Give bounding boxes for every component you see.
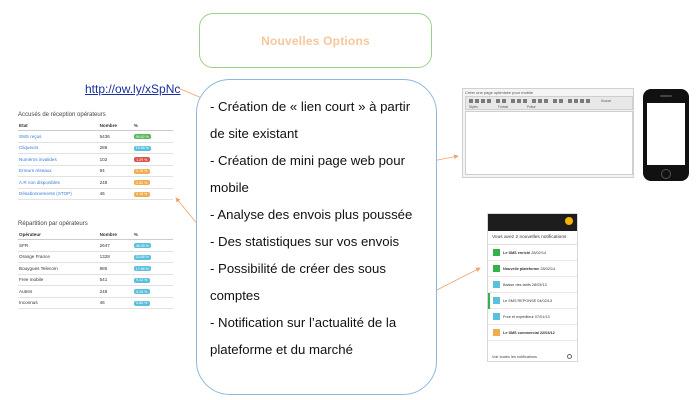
notification-item[interactable] (488, 325, 577, 341)
active-indicator (488, 293, 490, 309)
row-label[interactable]: Cliqueurs (18, 142, 99, 154)
link-icon[interactable] (532, 99, 536, 103)
row-count: 541 (99, 274, 133, 286)
gear-icon[interactable] (567, 354, 572, 359)
align-right-icon[interactable] (523, 99, 527, 103)
notification-item[interactable] (488, 277, 577, 293)
table-header-row (18, 121, 173, 131)
row-count: 985 (99, 263, 133, 275)
row-count: 1328 (99, 251, 133, 263)
table-row[interactable] (18, 131, 173, 143)
align-left-icon[interactable] (511, 99, 515, 103)
fullscreen-icon[interactable] (586, 99, 590, 103)
percent-badge: 0.16 % (134, 192, 150, 197)
feature-line: mobile (210, 180, 249, 195)
feature-line: - Création de « lien court » à partir (210, 99, 411, 114)
table-row (18, 240, 173, 252)
percent-badge: 0.85 % (134, 301, 150, 306)
notifications-header (488, 214, 577, 231)
notification-warning-icon (493, 329, 500, 336)
notification-text: Le SMS REPONSE 04/02/13 (503, 299, 552, 303)
percent-badge: 1.29 % (134, 157, 150, 162)
row-label[interactable]: Erreurs réseaux (18, 165, 99, 177)
phone-screen (647, 103, 685, 165)
table-row[interactable] (18, 142, 173, 154)
color-icon[interactable] (568, 99, 572, 103)
feature-line: - Analyse des envois plus poussée (210, 207, 413, 222)
row-count: 2647 (99, 240, 133, 252)
table-row (18, 263, 173, 275)
row-count: 94 (99, 165, 133, 177)
find-icon[interactable] (580, 99, 584, 103)
notification-star-icon (493, 265, 500, 272)
percent-badge: 15.98 % (135, 146, 149, 150)
percent-badge: 94.62 % (135, 134, 149, 139)
redo-icon[interactable] (559, 99, 563, 103)
notifications-panel (487, 213, 578, 362)
row-count: 46 (99, 188, 133, 200)
row-label[interactable]: A.R non disponibles (18, 177, 99, 189)
style-dropdown[interactable]: Styles (469, 105, 478, 109)
row-count: 5436 (99, 131, 133, 143)
table-row[interactable] (18, 188, 173, 200)
feature-line: de site existant (210, 126, 298, 141)
title-box (199, 13, 432, 68)
table-icon[interactable] (544, 99, 548, 103)
row-label: SFR (18, 240, 99, 252)
notification-item[interactable] (488, 309, 577, 325)
row-label[interactable]: Désabonnements (STOP) (18, 188, 99, 200)
operators-table (18, 230, 173, 309)
operators-title: Répartition par opérateurs (18, 221, 88, 227)
align-center-icon[interactable] (517, 99, 521, 103)
row-label: Bouygues Telecom (18, 263, 99, 275)
phone-home-button (661, 169, 671, 179)
row-label: Autres (18, 286, 99, 298)
short-link[interactable]: http://ow.ly/xSpNc (85, 82, 181, 96)
mobile-page-editor (462, 88, 634, 178)
table-row (18, 297, 173, 309)
italic-icon[interactable] (475, 99, 479, 103)
notification-info-icon (493, 297, 500, 304)
table-row[interactable] (18, 165, 173, 177)
notification-info-icon (493, 281, 500, 288)
notification-item[interactable] (488, 261, 577, 277)
percent-badge: 48.25 % (135, 243, 149, 248)
column-header: Nombre (99, 230, 133, 240)
font-dropdown[interactable]: Police (527, 105, 536, 109)
row-count: 248 (99, 177, 133, 189)
row-label[interactable]: SMS reçus (18, 131, 99, 143)
format-dropdown[interactable]: Format (498, 105, 509, 109)
row-label: Inconnus (18, 297, 99, 309)
image-icon[interactable] (538, 99, 542, 103)
row-count: 248 (99, 286, 133, 298)
editor-toolbar (465, 96, 633, 110)
notification-text: Le SMS enrichi 28/02/14 (503, 251, 547, 255)
column-header: % (133, 230, 173, 240)
row-label: Orange France (18, 251, 99, 263)
receipts-panel (18, 112, 173, 200)
table-row (18, 251, 173, 263)
percent-badge: 5.24 % (134, 289, 150, 294)
phone-speaker (660, 95, 672, 97)
underline-icon[interactable] (481, 99, 485, 103)
editor-label: Créer une page optimisée pour mobile (465, 90, 534, 95)
list-icon[interactable] (496, 99, 500, 103)
row-label[interactable]: Numéros invalides (18, 154, 99, 166)
receipts-table (18, 121, 173, 200)
features-list (210, 93, 436, 363)
percent-badge: 17.96 % (135, 266, 149, 271)
percent-badge: 23.68 % (135, 255, 149, 259)
paste-icon[interactable] (574, 99, 578, 103)
feature-line: comptes (210, 288, 260, 303)
table-row[interactable] (18, 154, 173, 166)
bold-icon[interactable] (469, 99, 473, 103)
strike-icon[interactable] (487, 99, 491, 103)
indent-icon[interactable] (502, 99, 506, 103)
row-count: 46 (99, 297, 133, 309)
table-row (18, 274, 173, 286)
feature-line: - Création de mini page web pour (210, 153, 405, 168)
row-count: 102 (99, 154, 133, 166)
table-row (18, 286, 173, 298)
percent-badge: 2.32 % (134, 180, 150, 185)
editor-text-area[interactable] (465, 111, 633, 175)
smartphone-image (643, 89, 689, 181)
notification-text: Free et expéditeur 07/01/13 (503, 315, 550, 319)
feature-line: - Possibilité de créer des sous (210, 261, 386, 276)
notification-info-icon (493, 313, 500, 320)
column-header: Etat (18, 121, 99, 131)
table-header-row (18, 230, 173, 240)
notification-text: Le SMS commercial 22/03/12 (503, 331, 555, 335)
row-count: 286 (99, 142, 133, 154)
operators-panel (18, 221, 173, 309)
feature-line: - Notification sur l’actualité de la (210, 315, 397, 330)
percent-badge: 9.12 % (134, 278, 150, 283)
column-header: % (133, 121, 173, 131)
notification-bell-icon[interactable] (565, 217, 573, 225)
percent-badge: 0.76 % (134, 169, 150, 174)
column-header: Nombre (99, 121, 133, 131)
notification-item[interactable] (488, 293, 577, 309)
notification-star-icon (493, 249, 500, 256)
feature-line: plateforme et du marché (210, 342, 353, 357)
undo-icon[interactable] (553, 99, 557, 103)
feature-line: - Des statistiques sur vos envois (210, 234, 400, 249)
receipts-title: Accusés de réception opérateurs (18, 112, 106, 118)
notification-text: Baisse des tarifs 28/03/13 (503, 283, 547, 287)
notification-item[interactable] (488, 245, 577, 261)
table-row[interactable] (18, 177, 173, 189)
slide-title: Nouvelles Options (261, 33, 370, 48)
see-all-notifications-link[interactable]: Voir toutes les notifications (488, 351, 577, 363)
notifications-count: Vous avez 2 nouvelles notifications (488, 231, 577, 245)
notification-text: Nouvelle plateforme 28/02/14 (503, 267, 556, 271)
column-header: Opérateur (18, 230, 99, 240)
source-button[interactable]: Source (601, 99, 612, 103)
row-label: Free mobile (18, 274, 99, 286)
